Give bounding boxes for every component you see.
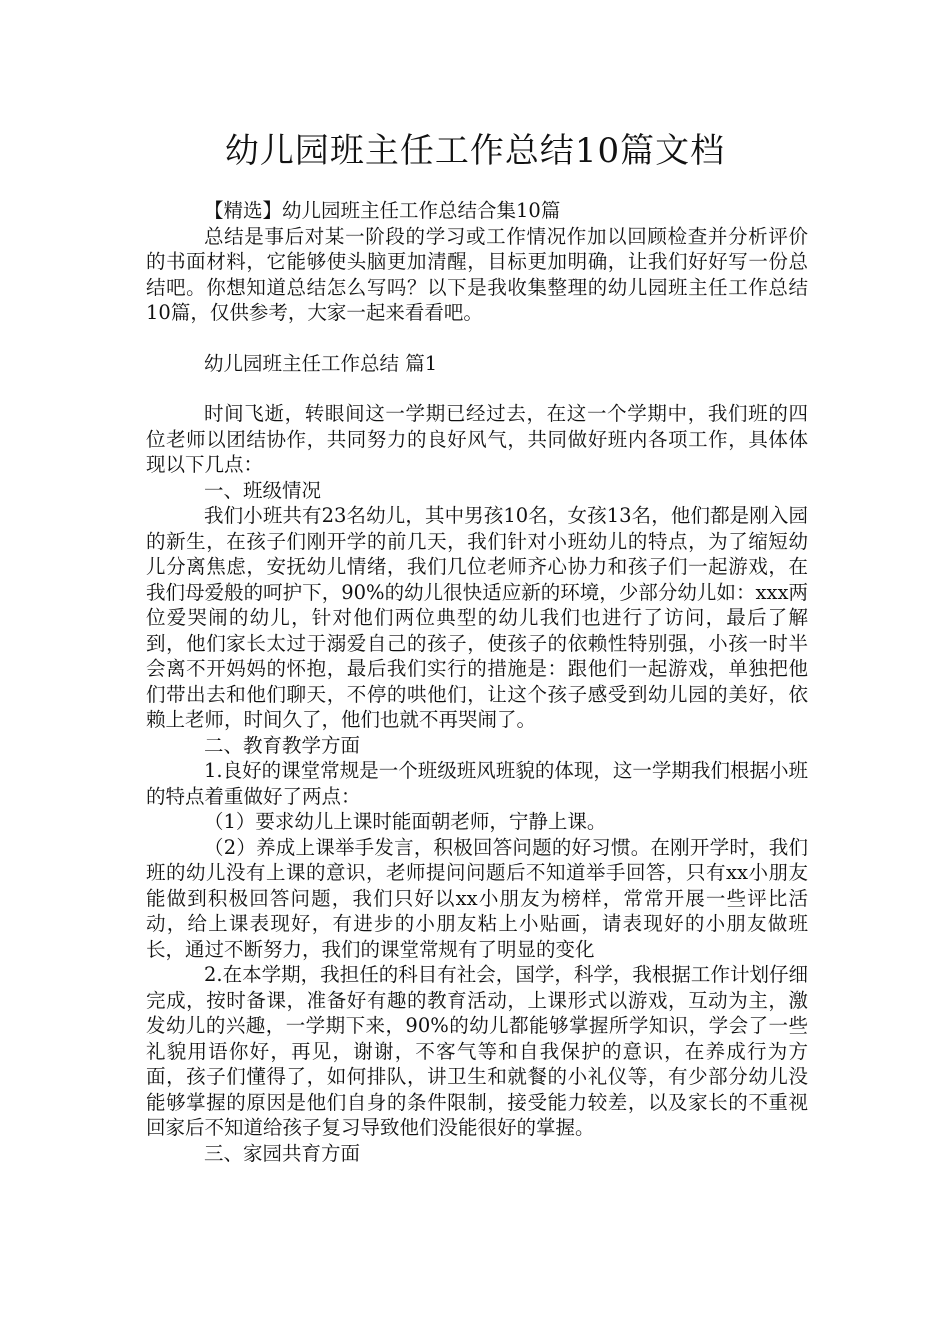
document-title: 幼儿园班主任工作总结10篇文档 — [224, 131, 726, 171]
opening-paragraph: 时间飞逝，转眼间这一学期已经过去，在这一个学期中，我们班的四位老师以团结协作，共同努力的良好风气，共同做好班内各项工作，具体体现以下几点： — [146, 402, 808, 476]
heading-home-school: 三、家园共育方面 — [204, 1141, 361, 1165]
section-title: 幼儿园班主任工作总结 篇1 — [204, 351, 438, 375]
paragraph-class-situation: 我们小班共有23名幼儿，其中男孩10名，女孩13名，他们都是刚入园的新生，在孩子们刚开学的前几天，我们针对小班幼儿的特点，为了缩短幼儿分离焦虑，安抚幼儿情绪，我们几位老师齐心协力和孩子们一起游戏，在我们母爱般的呵护下，90%的幼儿很快适应新的环境，少部分幼儿如：xxx两位爱哭闹的幼儿，针对他们两位典型的幼儿我们也进行了访问，最后了解到，他们家长太过于溺爱自己的孩子，使孩子的依赖性特别强，小孩一时半会离不开妈妈的怀抱，最后我们实行的措施是：跟他们一起游戏，单独把他们带出去和他们聊天，不停的哄他们，让这个孩子感受到幼儿园的美好，依赖上老师，时间久了，他们也就不再哭闹了。 — [146, 504, 808, 731]
teaching-item-2: 2.在本学期，我担任的科目有社会，国学，科学，我根据工作计划仔细完成，按时备课，准备好有趣的教育活动，上课形式以游戏，互动为主，激发幼儿的兴趣，一学期下来，90%的幼儿都能够掌握所学知识，学会了一些礼貌用语你好，再见，谢谢，不客气等和自我保护的意识，在养成行为方面，孩子们懂得了，如何排队，讲卫生和就餐的小礼仪等，有少部分幼儿没能够掌握的原因是他们自身的条件限制，接受能力较差，以及家长的不重视回家后不知道给孩子复习导致他们没能很好的掌握。 — [146, 963, 808, 1139]
teaching-item-1: 1.良好的课堂常规是一个班级班风班貌的体现，这一学期我们根据小班的特点着重做好了两点： — [146, 759, 808, 808]
teaching-item-1-2: （2）养成上课举手发言，积极回答问题的好习惯。在刚开学时，我们班的幼儿没有上课的意识，老师提问问题后不知道举手回答，只有xx小朋友能做到积极回答问题，我们只好以xx小朋友为榜样，常常开展一些评比活动，给上课表现好，有进步的小朋友粘上小贴画，请表现好的小朋友做班长，通过不断努力，我们的课堂常规有了明显的变化 — [146, 835, 808, 961]
intro-paragraph: 总结是事后对某一阶段的学习或工作情况作加以回顾检查并分析评价的书面材料，它能够使头脑更加清醒，目标更加明确，让我们好好写一份总结吧。你想知道总结怎么写吗？以下是我收集整理的幼儿园班主任工作总结10篇，仅供参考，大家一起来看看吧。 — [146, 224, 808, 324]
heading-class-situation: 一、班级情况 — [204, 478, 322, 502]
intro-heading: 【精选】幼儿园班主任工作总结合集10篇 — [204, 199, 561, 222]
teaching-item-1-1: （1）要求幼儿上课时能面朝老师，宁静上课。 — [204, 810, 607, 833]
heading-teaching: 二、教育教学方面 — [204, 733, 361, 757]
document-body — [146, 198, 808, 1166]
